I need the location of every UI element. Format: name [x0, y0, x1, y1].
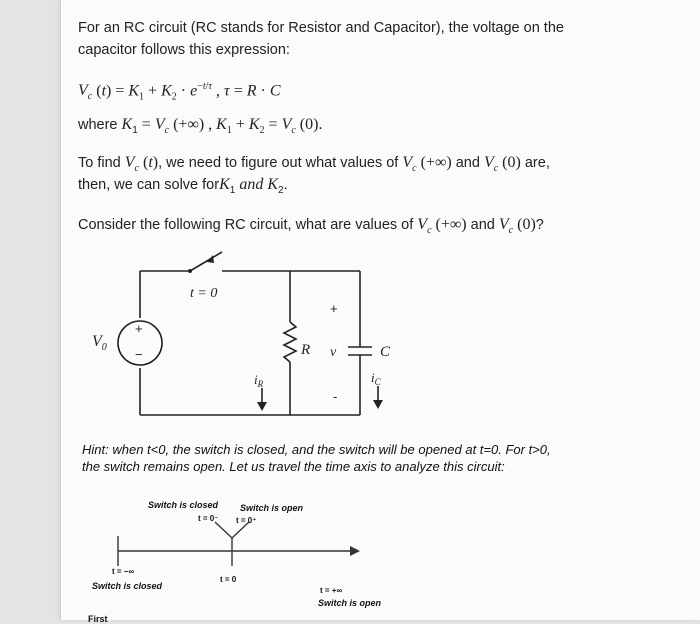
switch-blade: [190, 252, 222, 271]
switch-closed-top-label: Switch is closed: [148, 500, 219, 510]
footer-cut-text: First: [88, 614, 108, 624]
intro-line-1: For an RC circuit (RC stands for Resistor and Capacitor), the voltage on the: [78, 20, 564, 36]
t-zero-label: t = 0: [220, 575, 237, 584]
switch-open-bottom-label: Switch is open: [318, 598, 382, 608]
tofind-line-2: then, we can solve forK$_1$ and $K_2$.: [78, 176, 288, 196]
t-minus-inf-label: t = −∞: [112, 567, 135, 576]
source-minus: −: [135, 347, 143, 362]
switch-open-top-label: Switch is open: [240, 503, 304, 513]
question-line: Consider the following RC circuit, what are values of $V_c$ (+∞) and $V_c$ (0)?: [78, 216, 544, 237]
resistor-symbol: [284, 322, 296, 362]
minus-label: -: [333, 389, 338, 404]
switch-label: t = 0: [190, 286, 218, 301]
intro-line-2: capacitor follows this expression:: [78, 42, 290, 58]
t0-plus-label: t = 0⁺: [236, 516, 257, 525]
t0-minus-label: t = 0⁻: [198, 514, 219, 523]
hint-line-1: Hint: when t<0, the switch is closed, and the switch will be opened at t=0. For t>0,: [82, 442, 551, 457]
vc-equation: $V_c$ $(t) = K_1 + K_2 \cdot e^{-t/\tau}$ , τ = R · C: [78, 81, 281, 103]
t-plus-inf-label: t = +∞: [320, 586, 343, 595]
t0-minus-pointer: [215, 522, 232, 538]
plus-label: +: [330, 301, 338, 316]
tofind-line-1: To find $V_c$ (t), we need to figure out what values of $V_c$ (+∞) and $V_c$ (0) are,: [78, 154, 550, 175]
ic-label: $i_C$: [371, 370, 381, 387]
hint-line-2: the switch remains open. Let us travel the time axis to analyze this circuit:: [82, 459, 505, 474]
time-axis-arrow-icon: [350, 546, 360, 556]
switch-closed-bottom-label: Switch is closed: [92, 581, 163, 591]
voltage-label: v: [330, 345, 337, 360]
ic-arrow-icon: [373, 400, 383, 409]
source-label: $V_0$: [92, 333, 107, 353]
where-line: where $K_1 = V_c$ (+∞) , $K_1 + K_2 = V_c$ (0).: [78, 116, 323, 137]
switch-arrow-icon: [207, 255, 214, 263]
ir-arrow-icon: [257, 402, 267, 411]
resistor-label: R: [301, 342, 311, 358]
ir-label: $i_R$: [254, 372, 264, 389]
source-plus: +: [135, 321, 143, 336]
capacitor-label: C: [380, 344, 391, 360]
